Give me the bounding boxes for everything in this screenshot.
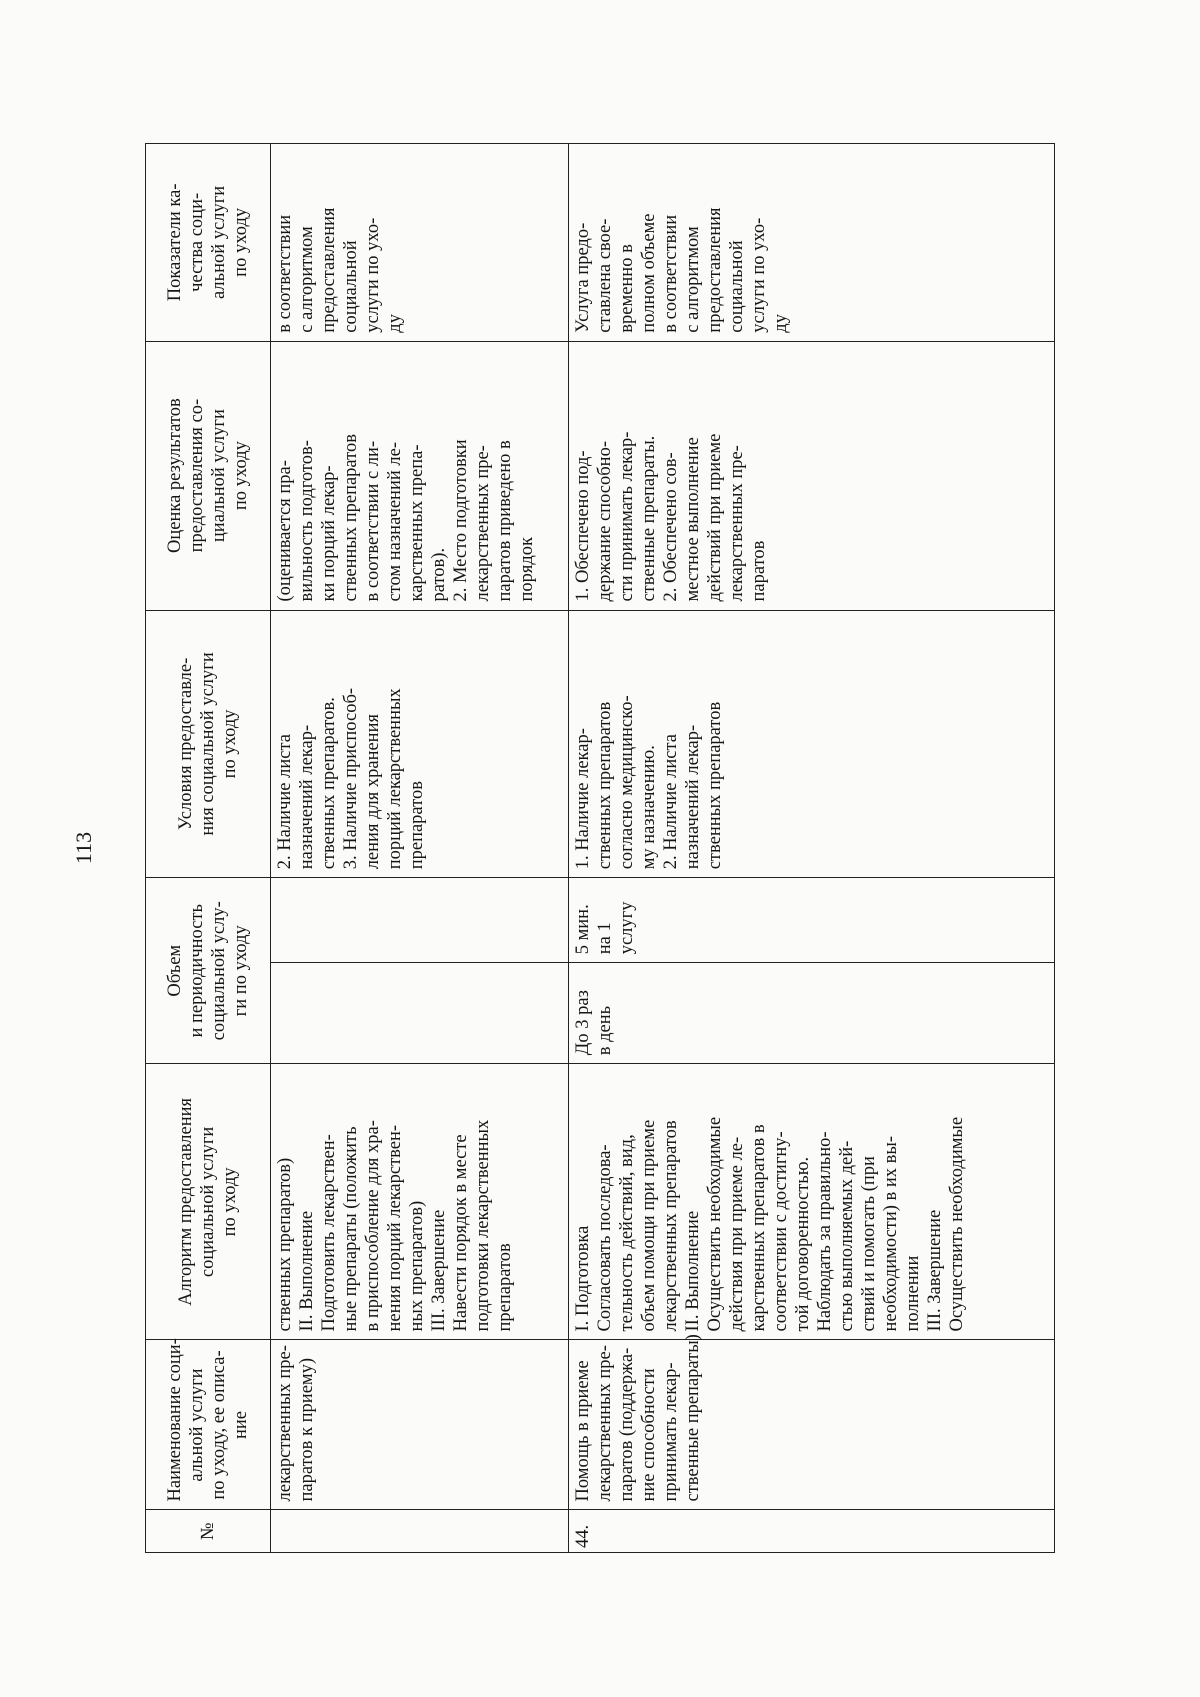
header-num: № [146,1510,271,1553]
social-services-table [145,143,1055,1553]
cell-duration [271,878,569,963]
cell-duration: 5 мин. на 1 услугу [569,878,1055,963]
cell-num: 44. [569,1510,1055,1553]
cell-conditions: 2. Наличие листа назначений лекар- ственных препаратов. 3. Наличие приспособ- ления для хранения порций лекарственных препаратов [271,610,569,878]
cell-name: лекарственных пре- паратов к приему) [271,1340,569,1510]
header-name: Наименование соци- альной услуги по уходу, ее описа- ние [146,1340,271,1510]
header-algorithm: Алгоритм предоставления социальной услуги по уходу [146,1064,271,1340]
cell-evaluation: 1. Обеспечено под- держание способно- сти принимать лекар- ственные препараты. 2. Обеспечено сов- местное выполнение действий при приеме лекарственных пре- паратов [569,341,1055,610]
cell-evaluation: (оценивается пра- вильность подготов- ки порций лекар- ственных препаратов в соответствии с ли- стом назначений ле- карственных препа- ратов). 2. Место подготовки лекарственных пре- паратов приведено в порядок [271,341,569,610]
rotated-table-container [145,143,1055,1553]
cell-name: Помощь в приеме лекарственных пре- паратов (поддержа- ние способности принимать лекар- ственные препараты) [569,1340,1055,1510]
header-conditions: Условия предоставле- ния социальной услуги по уходу [146,610,271,878]
cell-conditions: 1. Наличие лекар- ственных препаратов согласно медицинско- му назначению. 2. Наличие листа назначений лекар- ственных препаратов [569,610,1055,878]
cell-quality: в соответствии с алгоритмом предоставления социальной услуги по ухо- ду [271,144,569,342]
page-number: 113 [71,831,96,865]
table-row-44 [569,144,1055,1553]
header-quality: Показатели ка- чества соци- альной услуги по уходу [146,144,271,342]
cell-frequency: До 3 раз в день [569,963,1055,1064]
header-volume: Объем и периодичность социальной услу- ги по уходу [146,878,271,1064]
cell-num [271,1510,569,1553]
cell-algorithm: ственных препаратов) II. Выполнение Подготовить лекарствен- ные препараты (положить в приспособление для хра- нения порций лекарствен- ных препаратов) III. Завершение Навести порядок в месте подготовки лекарственных препаратов [271,1064,569,1340]
cell-algorithm: I. Подготовка Согласовать последова- тельность действий, вид, объем помощи при приеме лекарственных препаратов II. Выполнение Осуществить необходимые действия при приеме ле- карственных препаратов в соответствии с достигну- той договоренностью. Наблюдать за правильно- стью выполняемых дей- ствий и помогать (при необходимости) в их вы- полнении III. Завершение Осуществить необходимые [569,1064,1055,1340]
header-row [146,144,271,1553]
cell-quality: Услуга предо- ставлена свое- временно в полном объеме в соответствии с алгоритмом предоставления социальной услуги по ухо- ду [569,144,1055,342]
cell-frequency [271,963,569,1064]
header-evaluation: Оценка результатов предоставления со- циальной услуги по уходу [146,341,271,610]
table-row-continuation [271,144,569,1553]
